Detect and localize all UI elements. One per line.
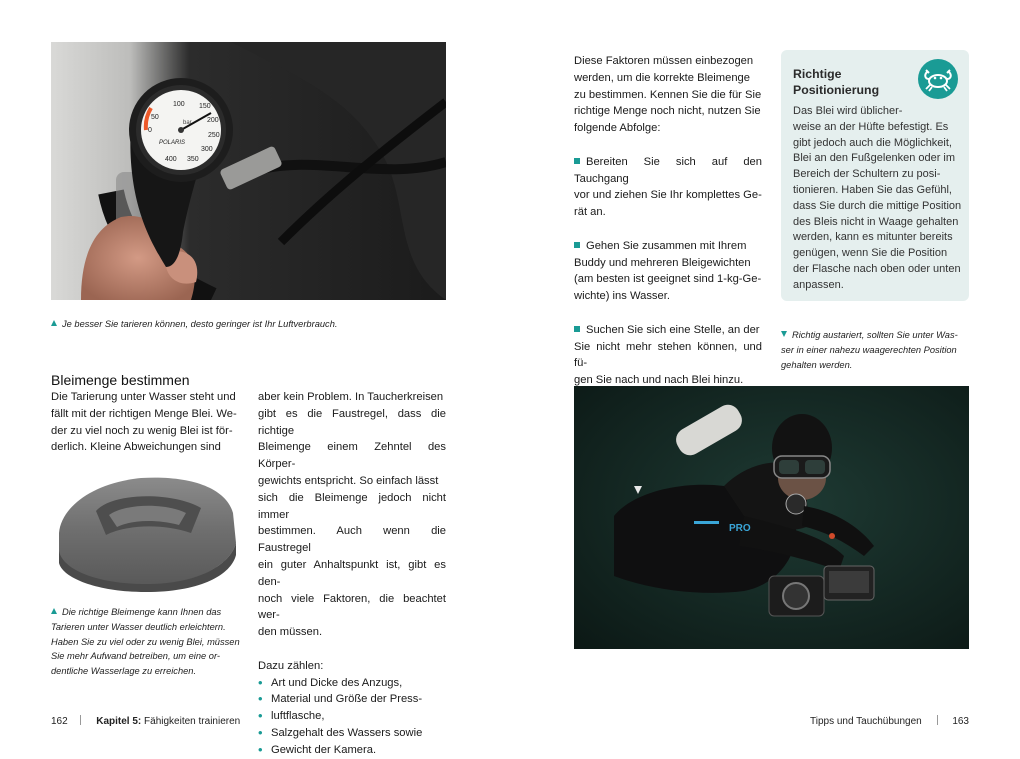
list-item: • Art und Dicke des Anzugs,	[258, 675, 446, 692]
bullet-square-icon	[574, 242, 580, 248]
list-item: • luftflasche,	[258, 708, 446, 725]
svg-text:100: 100	[173, 101, 185, 108]
step-3: Suchen Sie sich eine Stelle, an der Sie nicht mehr stehen können, und fü- gen Sie nach und nach Blei hinzu.	[574, 323, 762, 387]
svg-text:200: 200	[207, 117, 219, 124]
svg-text:350: 350	[187, 156, 199, 163]
svg-text:250: 250	[208, 132, 220, 139]
list-item: • Material und Größe der Press-	[258, 691, 446, 708]
chapter-title: Fähigkeiten trainieren	[144, 716, 241, 727]
footer-separator	[937, 715, 938, 725]
footer-title: Tipps und Tauchübungen	[809, 716, 922, 727]
bullet-square-icon	[574, 158, 580, 164]
svg-text:POLARIS: POLARIS	[159, 140, 186, 146]
tip-box-text: Das Blei wird üblicher- weise an der Hüfte befestigt. Es gibt jedoch auch die Möglichkeit, Blei an den Fußgelenken oder im Bereich der Schultern zu posi- tionieren. Haben Sie das Gefühl, dass Sie durch die mittige Position des Bleis nicht in Waage gehalten werden, kann es mitunter bereits genügen, wenn Sie die Position der Flasche nach oben oder unten anpassen.	[793, 105, 962, 291]
step-1: Bereiten Sie sich auf den Tauchgang vor und ziehen Sie Ihr komplettes Ge- rät an.	[574, 155, 762, 219]
caption-marker-icon	[51, 320, 57, 326]
list-item: • Gewicht der Kamera.	[258, 742, 446, 759]
factor-list	[258, 675, 446, 759]
gauge-photo	[51, 42, 446, 300]
chapter-label: Kapitel 5:	[96, 716, 142, 727]
svg-text:150: 150	[199, 103, 211, 110]
right-footer	[800, 715, 969, 727]
right-intro-text: Diese Faktoren müssen einbezogen werden, um die korrekte Bleimenge zu bestimmen. Kennen Sie die für Sie richtige Menge noch nicht, nutzen Sie folgende Abfolge: Bereiten Sie sich auf den Tauchgang vor und ziehen Sie Ihr komplettes Ge- rät an. Gehen Sie zusammen mit Ihrem Buddy und mehreren Bleigewichten (am besten ist geeignet sind 1-kg-Ge- wichte) ins Wasser. Suchen Sie sich eine Stelle, an der Sie nicht mehr stehen können, und fü- gen Sie nach und nach Blei hinzu.	[574, 53, 762, 389]
svg-text:50: 50	[151, 114, 159, 121]
step-2: Gehen Sie zusammen mit Ihrem Buddy und mehreren Bleigewichten (am besten ist geeignet sind 1-kg-Ge- wichte) ins Wasser.	[574, 239, 762, 303]
list-intro: Dazu zählen:	[258, 659, 324, 672]
diver-caption: Richtig austariert, sollten Sie unter Was- ser in einer nahezu waagerechten Position gehalten werden.	[781, 330, 958, 370]
tip-box	[781, 50, 969, 301]
weight-caption: Die richtige Bleimenge kann Ihnen das Tarieren unter Wasser deutlich erleichtern. Haben Sie zu viel oder zu wenig Blei, müssen Sie mehr Aufwand betreiben, um eine or- dentliche Wasserlage zu erreichen.	[51, 607, 240, 677]
list-item: • Salzgehalt des Wassers sowie	[258, 725, 446, 742]
section-heading: Bleimenge bestimmen	[51, 372, 190, 388]
svg-text:400: 400	[165, 156, 177, 163]
left-col1-text: Die Tarierung unter Wasser steht und fällt mit der richtigen Menge Blei. We- der zu viel noch zu wenig Blei ist för- derlich. Kleine Abweichungen sind	[51, 391, 237, 454]
svg-text:0: 0	[148, 127, 152, 134]
svg-text:300: 300	[201, 146, 213, 153]
footer-separator	[80, 715, 81, 725]
bullet-square-icon	[574, 326, 580, 332]
page-number-right: 163	[952, 716, 969, 727]
left-col2-text: aber kein Problem. In Taucherkreisen gibt es die Faustregel, dass die richtige Bleimenge einem Zehntel des Körper- gewichts entspricht. So einfach lässt sich die Bleimenge jedoch nicht immer bestimmen. Auch wenn die Faustregel ein guter Anhaltspunkt ist, gibt es den- noch viele Faktoren, die beachtet wer- den müssen. Dazu zählen: • Art und Dicke des Anzugs, • Material und Größe der Press- • luftflasche, • Salzgehalt des Wassers sowie • Gewicht der Kamera.	[258, 389, 446, 759]
caption-marker-icon	[781, 331, 787, 337]
crab-icon	[918, 59, 958, 99]
tip-box-title: Richtige Positionierung	[793, 67, 880, 97]
gauge-photo-caption: Je besser Sie tarieren können, desto geringer ist Ihr Luftverbrauch.	[51, 317, 446, 332]
diver-photo	[574, 386, 969, 649]
caption-marker-icon	[51, 608, 57, 614]
lead-weight-image	[51, 463, 239, 593]
suit-logo-text: PRO	[729, 523, 751, 534]
page-number-left: 162	[51, 716, 68, 727]
left-footer	[51, 715, 240, 727]
svg-text:bar: bar	[183, 120, 192, 126]
